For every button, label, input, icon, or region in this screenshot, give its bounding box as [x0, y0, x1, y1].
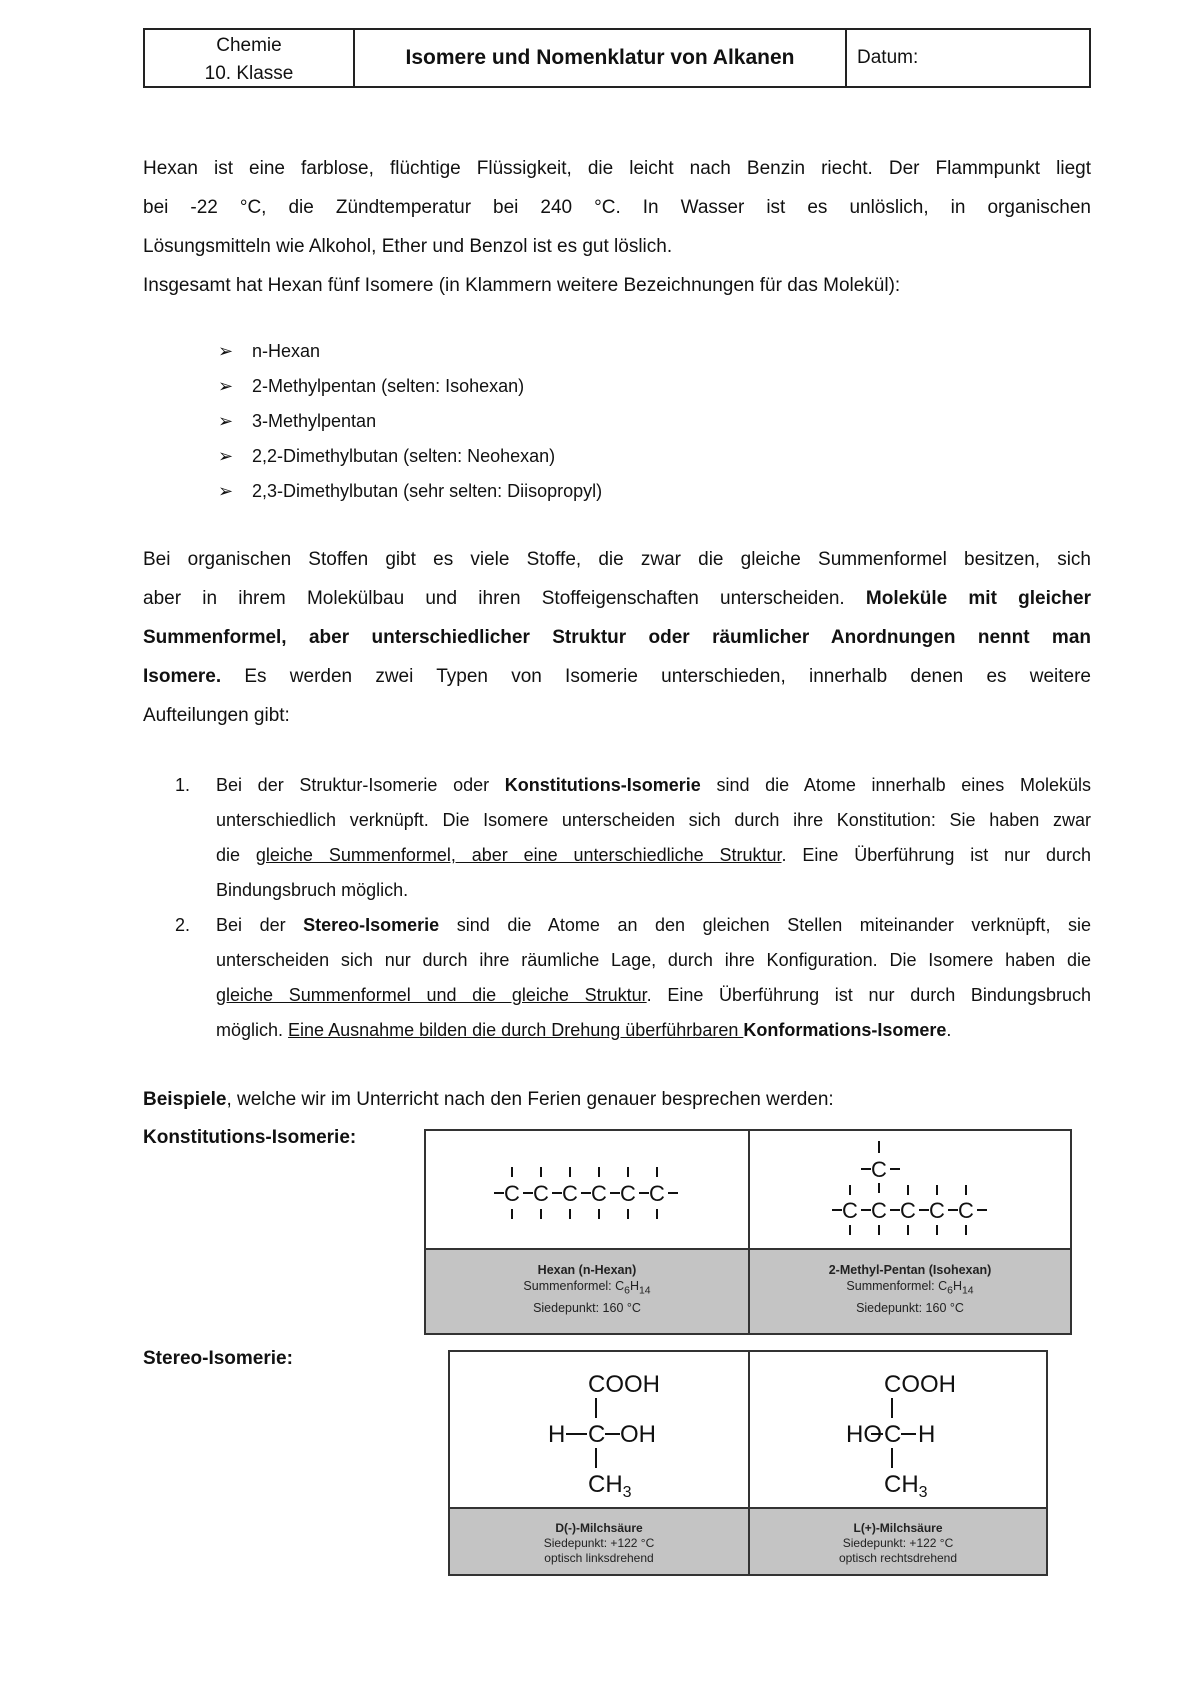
atom-oh: OH [620, 1421, 656, 1448]
intro-line-1: Hexan ist eine farblose, flüchtige Flüssigkeit, die leicht nach Benzin riecht. Der Flammpunkt liegt [143, 158, 1091, 179]
atom-h: H [548, 1421, 566, 1448]
header-subject: Chemie [216, 35, 282, 56]
list-item: ➢ 3-Methylpentan [218, 404, 602, 439]
atom-ch3: $CH_3$ [588, 1471, 632, 1501]
hexane-structure [426, 1131, 748, 1248]
intro-line-4: Insgesamt hat Hexan fünf Isomere (in Klammern weitere Bezeichnungen für das Molekül): [143, 275, 901, 296]
atom-c: C [591, 1181, 607, 1206]
type-1-line-4: Bindungsbruch möglich. [216, 880, 409, 900]
header-grade: 10. Klasse [204, 63, 294, 84]
type-2-line-3: gleiche Summenformel und die gleiche Struktur. Eine Überführung ist nur durch Bindungsbruch [216, 985, 1091, 1005]
definition-line-5: Aufteilungen gibt: [143, 705, 290, 726]
list-item: ➢ 2,2-Dimethylbutan (selten: Neohexan) [218, 439, 602, 474]
konstitution-label: Konstitutions-Isomerie: [143, 1127, 357, 1148]
atom-c: C [649, 1181, 665, 1206]
type-1-number: 1. [175, 775, 191, 795]
intro-line-2: bei -22 °C, die Zündtemperatur bei 240 °C. In Wasser ist es unlöslich, in organischen [143, 197, 1091, 218]
d-lactic-acid-caption: D(-)-Milchsäure Siedepunkt: +122 °C optisch linksdrehend [450, 1509, 748, 1574]
l-lactic-acid-caption: L(+)-Milchsäure Siedepunkt: +122 °C optisch rechtsdrehend [750, 1509, 1046, 1574]
header-table [143, 28, 1091, 88]
list-item: ➢ 2-Methylpentan (selten: Isohexan) [218, 369, 602, 404]
header-date-label: Datum: [857, 47, 919, 68]
header-subject-cell [145, 30, 355, 86]
atom-cooh: COOH [884, 1371, 956, 1398]
arrow-bullet-icon: ➢ [218, 341, 234, 361]
hexane-caption: Hexan (n-Hexan) Summenformel: $C_6H_{14}$ Siedepunkt: 160 °C [426, 1250, 748, 1333]
type-1-line-3: die gleiche Summenformel, aber eine unterschiedliche Struktur. Eine Überführung ist nur durch [216, 845, 1092, 865]
type-1-line-2: unterschiedlich verknüpft. Die Isomere unterscheiden sich durch ihre Konstitution: Sie haben zwar [216, 810, 1091, 830]
type-2-line-4: möglich. Eine Ausnahme bilden die durch Drehung überführbaren Konformations-Isomere. [216, 1020, 952, 1040]
definition-line-2: aber in ihrem Molekülbau und ihren Stoffeigenschaften unterscheiden. Moleküle mit gleicher [143, 588, 1091, 609]
definition-line-3: Summenformel, aber unterschiedlicher Struktur oder räumlicher Anordnungen nennt man [143, 627, 1091, 648]
type-2-line-1: Bei der Stereo-Isomerie sind die Atome an den gleichen Stellen miteinander verknüpft, sie [216, 915, 1091, 935]
type-2-line-2: unterscheiden sich nur durch ihre räumliche Lage, durch ihre Konfiguration. Die Isomere haben die [216, 950, 1091, 970]
examples-intro: Beispiele, welche wir im Unterricht nach den Ferien genauer besprechen werden: [143, 1089, 834, 1110]
arrow-bullet-icon: ➢ [218, 376, 234, 396]
atom-c: C [884, 1421, 902, 1448]
arrow-bullet-icon: ➢ [218, 481, 234, 501]
definition-line-4: Isomere. Es werden zwei Typen von Isomerie unterschieden, innerhalb denen es weitere [143, 666, 1091, 687]
atom-c: C [958, 1198, 974, 1223]
atom-c: C [871, 1157, 887, 1182]
type-2-number: 2. [175, 915, 191, 935]
intro-line-3: Lösungsmitteln wie Alkohol, Ether und Benzol ist es gut löslich. [143, 236, 673, 257]
atom-h: H [918, 1421, 936, 1448]
stereo-figure-table [448, 1350, 1048, 1576]
arrow-bullet-icon: ➢ [218, 411, 234, 431]
definition-line-1: Bei organischen Stoffen gibt es viele Stoffe, die zwar die gleiche Summenformel besitzen, sich [143, 549, 1091, 570]
header-title: Isomere und Nomenklatur von Alkanen [355, 30, 847, 86]
atom-ch3: $CH_3$ [884, 1471, 928, 1501]
atom-c: C [620, 1181, 636, 1206]
atom-ho: HO [846, 1421, 882, 1448]
atom-c: C [871, 1198, 887, 1223]
stereo-label: Stereo-Isomerie: [143, 1348, 293, 1369]
methylpentane-structure [750, 1131, 1072, 1248]
atom-c: C [588, 1421, 606, 1448]
isomer-list [218, 334, 602, 509]
d-lactic-acid-structure [450, 1352, 748, 1507]
arrow-bullet-icon: ➢ [218, 446, 234, 466]
atom-c: C [900, 1198, 916, 1223]
atom-cooh: COOH [588, 1371, 660, 1398]
methylpentane-caption: 2-Methyl-Pentan (Isohexan) Summenformel: $C_6H_{14}$ Siedepunkt: 160 °C [750, 1250, 1070, 1333]
atom-c: C [929, 1198, 945, 1223]
atom-c: C [562, 1181, 578, 1206]
list-item: ➢ 2,3-Dimethylbutan (sehr selten: Diisopropyl) [218, 474, 602, 509]
type-1-line-1: Bei der Struktur-Isomerie oder Konstitutions-Isomerie sind die Atome innerhalb eines Moleküls [216, 775, 1091, 795]
list-item: ➢ n-Hexan [218, 334, 602, 369]
atom-c: C [533, 1181, 549, 1206]
atom-c: C [842, 1198, 858, 1223]
atom-c: C [504, 1181, 520, 1206]
l-lactic-acid-structure [750, 1352, 1048, 1507]
konstitution-figure-table [424, 1129, 1072, 1335]
